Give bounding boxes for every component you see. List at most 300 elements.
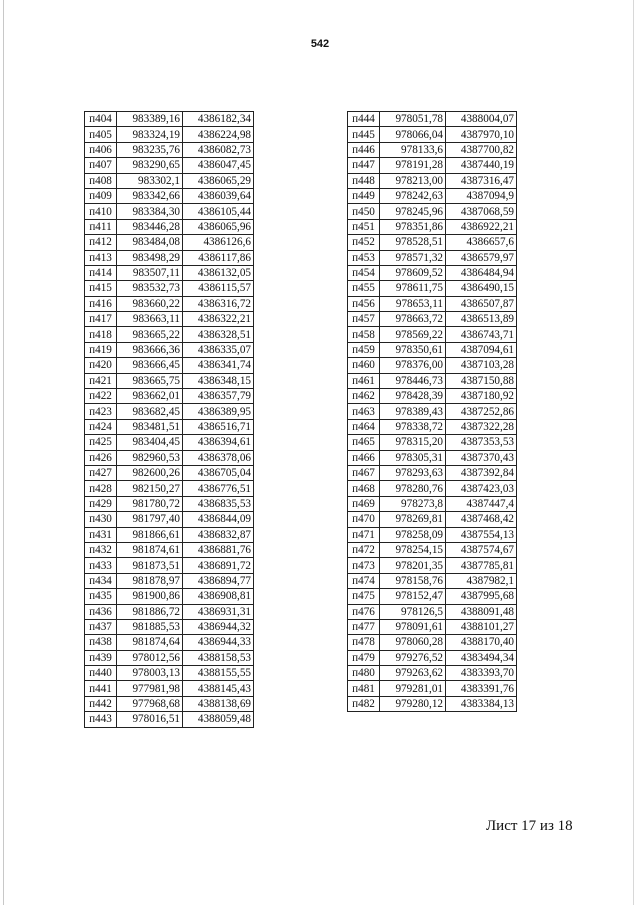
x-coordinate-cell: 978305,31 xyxy=(380,450,446,465)
y-coordinate-cell: 4388158,53 xyxy=(183,650,254,665)
table-row xyxy=(85,373,254,388)
table-row xyxy=(85,219,254,234)
y-coordinate-cell: 4388091,48 xyxy=(446,604,517,619)
point-id-cell: п474 xyxy=(348,573,380,588)
point-id-cell: п482 xyxy=(348,696,380,711)
table-row xyxy=(85,650,254,665)
table-row xyxy=(348,419,517,434)
y-coordinate-cell: 4386657,6 xyxy=(446,235,517,250)
table-row xyxy=(348,219,517,234)
x-coordinate-cell: 981866,61 xyxy=(117,527,183,542)
point-id-cell: п430 xyxy=(85,512,117,527)
coordinates-table-left xyxy=(84,111,254,728)
point-id-cell: п475 xyxy=(348,589,380,604)
x-coordinate-cell: 979263,62 xyxy=(380,666,446,681)
point-id-cell: п450 xyxy=(348,204,380,219)
page-number: 542 xyxy=(310,38,330,50)
point-id-cell: п420 xyxy=(85,358,117,373)
point-id-cell: п468 xyxy=(348,481,380,496)
y-coordinate-cell: 4386132,05 xyxy=(183,265,254,280)
table-row xyxy=(85,527,254,542)
x-coordinate-cell: 979281,01 xyxy=(380,681,446,696)
y-coordinate-cell: 4386908,81 xyxy=(183,589,254,604)
y-coordinate-cell: 4387180,92 xyxy=(446,389,517,404)
x-coordinate-cell: 978016,51 xyxy=(117,712,183,727)
table-row xyxy=(348,681,517,696)
x-coordinate-cell: 983666,45 xyxy=(117,358,183,373)
point-id-cell: п412 xyxy=(85,235,117,250)
table-row xyxy=(348,235,517,250)
point-id-cell: п459 xyxy=(348,342,380,357)
point-id-cell: п427 xyxy=(85,465,117,480)
x-coordinate-cell: 979280,12 xyxy=(380,696,446,711)
table-row xyxy=(85,604,254,619)
table-row xyxy=(85,450,254,465)
y-coordinate-cell: 4387103,28 xyxy=(446,358,517,373)
x-coordinate-cell: 978158,76 xyxy=(380,573,446,588)
point-id-cell: п422 xyxy=(85,389,117,404)
y-coordinate-cell: 4386322,21 xyxy=(183,312,254,327)
table-row xyxy=(85,465,254,480)
x-coordinate-cell: 978446,73 xyxy=(380,373,446,388)
table-row xyxy=(85,712,254,727)
y-coordinate-cell: 4387468,42 xyxy=(446,512,517,527)
point-id-cell: п410 xyxy=(85,204,117,219)
y-coordinate-cell: 4386117,86 xyxy=(183,250,254,265)
x-coordinate-cell: 983290,65 xyxy=(117,158,183,173)
table-row xyxy=(348,158,517,173)
y-coordinate-cell: 4387982,1 xyxy=(446,573,517,588)
table-row xyxy=(85,127,254,142)
x-coordinate-cell: 978126,5 xyxy=(380,604,446,619)
y-coordinate-cell: 4386082,73 xyxy=(183,142,254,157)
y-coordinate-cell: 4387970,10 xyxy=(446,127,517,142)
point-id-cell: п453 xyxy=(348,250,380,265)
x-coordinate-cell: 978609,52 xyxy=(380,265,446,280)
x-coordinate-cell: 981780,72 xyxy=(117,496,183,511)
table-row xyxy=(85,158,254,173)
point-id-cell: п465 xyxy=(348,435,380,450)
x-coordinate-cell: 983498,29 xyxy=(117,250,183,265)
x-coordinate-cell: 983662,01 xyxy=(117,389,183,404)
y-coordinate-cell: 4383494,34 xyxy=(446,650,517,665)
point-id-cell: п445 xyxy=(348,127,380,142)
y-coordinate-cell: 4388059,48 xyxy=(183,712,254,727)
x-coordinate-cell: 983666,36 xyxy=(117,342,183,357)
y-coordinate-cell: 4386328,51 xyxy=(183,327,254,342)
table-row xyxy=(348,173,517,188)
x-coordinate-cell: 979276,52 xyxy=(380,650,446,665)
x-coordinate-cell: 981874,64 xyxy=(117,635,183,650)
point-id-cell: п442 xyxy=(85,696,117,711)
point-id-cell: п423 xyxy=(85,404,117,419)
table-row xyxy=(348,112,517,127)
x-coordinate-cell: 978315,20 xyxy=(380,435,446,450)
y-coordinate-cell: 4386705,04 xyxy=(183,465,254,480)
y-coordinate-cell: 4387322,28 xyxy=(446,419,517,434)
x-coordinate-cell: 978060,28 xyxy=(380,635,446,650)
point-id-cell: п405 xyxy=(85,127,117,142)
point-id-cell: п452 xyxy=(348,235,380,250)
table-body xyxy=(85,112,254,728)
y-coordinate-cell: 4387353,53 xyxy=(446,435,517,450)
table-row xyxy=(348,358,517,373)
table-row xyxy=(85,281,254,296)
y-coordinate-cell: 4386224,98 xyxy=(183,127,254,142)
x-coordinate-cell: 983446,28 xyxy=(117,219,183,234)
point-id-cell: п418 xyxy=(85,327,117,342)
table-row xyxy=(85,389,254,404)
x-coordinate-cell: 978569,22 xyxy=(380,327,446,342)
y-coordinate-cell: 4386891,72 xyxy=(183,558,254,573)
table-row xyxy=(348,666,517,681)
x-coordinate-cell: 981878,97 xyxy=(117,573,183,588)
x-coordinate-cell: 978338,72 xyxy=(380,419,446,434)
point-id-cell: п416 xyxy=(85,296,117,311)
x-coordinate-cell: 982600,26 xyxy=(117,465,183,480)
point-id-cell: п472 xyxy=(348,542,380,557)
y-coordinate-cell: 4386516,71 xyxy=(183,419,254,434)
y-coordinate-cell: 4386316,72 xyxy=(183,296,254,311)
point-id-cell: п413 xyxy=(85,250,117,265)
point-id-cell: п448 xyxy=(348,173,380,188)
y-coordinate-cell: 4386065,29 xyxy=(183,173,254,188)
table-row xyxy=(85,573,254,588)
table-row xyxy=(348,296,517,311)
table-row xyxy=(85,696,254,711)
y-coordinate-cell: 4388138,69 xyxy=(183,696,254,711)
table-row xyxy=(85,681,254,696)
point-id-cell: п444 xyxy=(348,112,380,127)
y-coordinate-cell: 4386126,6 xyxy=(183,235,254,250)
point-id-cell: п476 xyxy=(348,604,380,619)
x-coordinate-cell: 978201,35 xyxy=(380,558,446,573)
table-row xyxy=(85,619,254,634)
table-row xyxy=(348,281,517,296)
y-coordinate-cell: 4386490,15 xyxy=(446,281,517,296)
y-coordinate-cell: 4387447,4 xyxy=(446,496,517,511)
point-id-cell: п451 xyxy=(348,219,380,234)
y-coordinate-cell: 4383384,13 xyxy=(446,696,517,711)
point-id-cell: п446 xyxy=(348,142,380,157)
y-coordinate-cell: 4387370,43 xyxy=(446,450,517,465)
table-row xyxy=(85,666,254,681)
point-id-cell: п455 xyxy=(348,281,380,296)
y-coordinate-cell: 4386507,87 xyxy=(446,296,517,311)
x-coordinate-cell: 981873,51 xyxy=(117,558,183,573)
x-coordinate-cell: 978611,75 xyxy=(380,281,446,296)
point-id-cell: п456 xyxy=(348,296,380,311)
x-coordinate-cell: 983665,75 xyxy=(117,373,183,388)
x-coordinate-cell: 978280,76 xyxy=(380,481,446,496)
x-coordinate-cell: 983532,73 xyxy=(117,281,183,296)
x-coordinate-cell: 981886,72 xyxy=(117,604,183,619)
point-id-cell: п439 xyxy=(85,650,117,665)
x-coordinate-cell: 983484,08 xyxy=(117,235,183,250)
point-id-cell: п419 xyxy=(85,342,117,357)
x-coordinate-cell: 983481,51 xyxy=(117,419,183,434)
y-coordinate-cell: 4383391,76 xyxy=(446,681,517,696)
table-row xyxy=(85,481,254,496)
table-row xyxy=(85,558,254,573)
x-coordinate-cell: 981797,40 xyxy=(117,512,183,527)
table-row xyxy=(348,342,517,357)
x-coordinate-cell: 978350,61 xyxy=(380,342,446,357)
table-row xyxy=(348,604,517,619)
x-coordinate-cell: 977981,98 xyxy=(117,681,183,696)
table-row xyxy=(85,265,254,280)
point-id-cell: п428 xyxy=(85,481,117,496)
y-coordinate-cell: 4386931,31 xyxy=(183,604,254,619)
x-coordinate-cell: 983404,45 xyxy=(117,435,183,450)
y-coordinate-cell: 4386484,94 xyxy=(446,265,517,280)
point-id-cell: п466 xyxy=(348,450,380,465)
x-coordinate-cell: 978351,86 xyxy=(380,219,446,234)
y-coordinate-cell: 4386182,34 xyxy=(183,112,254,127)
y-coordinate-cell: 4387316,47 xyxy=(446,173,517,188)
scan-edge-right xyxy=(633,0,634,905)
table-row xyxy=(348,465,517,480)
point-id-cell: п480 xyxy=(348,666,380,681)
point-id-cell: п462 xyxy=(348,389,380,404)
table-row xyxy=(348,542,517,557)
y-coordinate-cell: 4386944,33 xyxy=(183,635,254,650)
y-coordinate-cell: 4386105,44 xyxy=(183,204,254,219)
x-coordinate-cell: 983324,19 xyxy=(117,127,183,142)
y-coordinate-cell: 4386378,06 xyxy=(183,450,254,465)
point-id-cell: п406 xyxy=(85,142,117,157)
point-id-cell: п478 xyxy=(348,635,380,650)
table-row xyxy=(348,527,517,542)
y-coordinate-cell: 4387554,13 xyxy=(446,527,517,542)
x-coordinate-cell: 978051,78 xyxy=(380,112,446,127)
table-row xyxy=(348,312,517,327)
y-coordinate-cell: 4387252,86 xyxy=(446,404,517,419)
point-id-cell: п409 xyxy=(85,188,117,203)
table-row xyxy=(348,127,517,142)
y-coordinate-cell: 4386115,57 xyxy=(183,281,254,296)
y-coordinate-cell: 4386394,61 xyxy=(183,435,254,450)
x-coordinate-cell: 983384,30 xyxy=(117,204,183,219)
table-row xyxy=(348,250,517,265)
point-id-cell: п469 xyxy=(348,496,380,511)
y-coordinate-cell: 4386922,21 xyxy=(446,219,517,234)
point-id-cell: п435 xyxy=(85,589,117,604)
x-coordinate-cell: 978428,39 xyxy=(380,389,446,404)
y-coordinate-cell: 4387995,68 xyxy=(446,589,517,604)
table-row xyxy=(348,619,517,634)
table-row xyxy=(85,327,254,342)
y-coordinate-cell: 4386944,32 xyxy=(183,619,254,634)
point-id-cell: п477 xyxy=(348,619,380,634)
point-id-cell: п431 xyxy=(85,527,117,542)
point-id-cell: п415 xyxy=(85,281,117,296)
point-id-cell: п436 xyxy=(85,604,117,619)
x-coordinate-cell: 983235,76 xyxy=(117,142,183,157)
point-id-cell: п447 xyxy=(348,158,380,173)
table-row xyxy=(348,589,517,604)
point-id-cell: п404 xyxy=(85,112,117,127)
y-coordinate-cell: 4387068,59 xyxy=(446,204,517,219)
x-coordinate-cell: 978066,04 xyxy=(380,127,446,142)
y-coordinate-cell: 4386844,09 xyxy=(183,512,254,527)
point-id-cell: п463 xyxy=(348,404,380,419)
table-row xyxy=(85,342,254,357)
table-row xyxy=(85,188,254,203)
y-coordinate-cell: 4387700,82 xyxy=(446,142,517,157)
table-row xyxy=(85,635,254,650)
y-coordinate-cell: 4387094,61 xyxy=(446,342,517,357)
x-coordinate-cell: 983389,16 xyxy=(117,112,183,127)
table-row xyxy=(348,450,517,465)
y-coordinate-cell: 4387423,03 xyxy=(446,481,517,496)
x-coordinate-cell: 978242,63 xyxy=(380,188,446,203)
table-row xyxy=(85,312,254,327)
y-coordinate-cell: 4387574,67 xyxy=(446,542,517,557)
point-id-cell: п443 xyxy=(85,712,117,727)
x-coordinate-cell: 977968,68 xyxy=(117,696,183,711)
point-id-cell: п426 xyxy=(85,450,117,465)
y-coordinate-cell: 4387392,84 xyxy=(446,465,517,480)
table-row xyxy=(85,419,254,434)
x-coordinate-cell: 978389,43 xyxy=(380,404,446,419)
y-coordinate-cell: 4383393,70 xyxy=(446,666,517,681)
y-coordinate-cell: 4386348,15 xyxy=(183,373,254,388)
y-coordinate-cell: 4388004,07 xyxy=(446,112,517,127)
x-coordinate-cell: 978254,15 xyxy=(380,542,446,557)
x-coordinate-cell: 983682,45 xyxy=(117,404,183,419)
point-id-cell: п425 xyxy=(85,435,117,450)
point-id-cell: п461 xyxy=(348,373,380,388)
y-coordinate-cell: 4386513,89 xyxy=(446,312,517,327)
y-coordinate-cell: 4386389,95 xyxy=(183,404,254,419)
table-row xyxy=(85,512,254,527)
table-row xyxy=(348,327,517,342)
x-coordinate-cell: 983507,11 xyxy=(117,265,183,280)
y-coordinate-cell: 4386047,45 xyxy=(183,158,254,173)
y-coordinate-cell: 4386835,53 xyxy=(183,496,254,511)
table-row xyxy=(85,542,254,557)
point-id-cell: п464 xyxy=(348,419,380,434)
point-id-cell: п460 xyxy=(348,358,380,373)
x-coordinate-cell: 978152,47 xyxy=(380,589,446,604)
table-row xyxy=(85,112,254,127)
table-row xyxy=(348,650,517,665)
point-id-cell: п437 xyxy=(85,619,117,634)
point-id-cell: п438 xyxy=(85,635,117,650)
y-coordinate-cell: 4386357,79 xyxy=(183,389,254,404)
table-body xyxy=(348,112,517,712)
x-coordinate-cell: 978528,51 xyxy=(380,235,446,250)
table-row xyxy=(85,296,254,311)
x-coordinate-cell: 983665,22 xyxy=(117,327,183,342)
y-coordinate-cell: 4388145,43 xyxy=(183,681,254,696)
x-coordinate-cell: 978269,81 xyxy=(380,512,446,527)
y-coordinate-cell: 4388155,55 xyxy=(183,666,254,681)
point-id-cell: п407 xyxy=(85,158,117,173)
x-coordinate-cell: 981885,53 xyxy=(117,619,183,634)
table-row xyxy=(348,696,517,711)
y-coordinate-cell: 4386881,76 xyxy=(183,542,254,557)
point-id-cell: п424 xyxy=(85,419,117,434)
point-id-cell: п441 xyxy=(85,681,117,696)
table-row xyxy=(348,188,517,203)
x-coordinate-cell: 978213,00 xyxy=(380,173,446,188)
point-id-cell: п440 xyxy=(85,666,117,681)
table-row xyxy=(85,358,254,373)
x-coordinate-cell: 978091,61 xyxy=(380,619,446,634)
point-id-cell: п454 xyxy=(348,265,380,280)
point-id-cell: п449 xyxy=(348,188,380,203)
point-id-cell: п421 xyxy=(85,373,117,388)
table-row xyxy=(348,142,517,157)
table-row xyxy=(85,173,254,188)
x-coordinate-cell: 978571,32 xyxy=(380,250,446,265)
x-coordinate-cell: 981874,61 xyxy=(117,542,183,557)
y-coordinate-cell: 4386335,07 xyxy=(183,342,254,357)
table-row xyxy=(85,589,254,604)
point-id-cell: п414 xyxy=(85,265,117,280)
x-coordinate-cell: 978293,63 xyxy=(380,465,446,480)
x-coordinate-cell: 983660,22 xyxy=(117,296,183,311)
table-row xyxy=(348,558,517,573)
table-row xyxy=(348,265,517,280)
y-coordinate-cell: 4388170,40 xyxy=(446,635,517,650)
sheet-counter: Лист 17 из 18 xyxy=(486,818,573,834)
table-row xyxy=(348,404,517,419)
table-row xyxy=(85,235,254,250)
table-row xyxy=(85,142,254,157)
x-coordinate-cell: 982150,27 xyxy=(117,481,183,496)
table-row xyxy=(348,373,517,388)
point-id-cell: п408 xyxy=(85,173,117,188)
table-row xyxy=(85,404,254,419)
y-coordinate-cell: 4387440,19 xyxy=(446,158,517,173)
table-row xyxy=(348,573,517,588)
point-id-cell: п433 xyxy=(85,558,117,573)
y-coordinate-cell: 4387094,9 xyxy=(446,188,517,203)
x-coordinate-cell: 978003,13 xyxy=(117,666,183,681)
x-coordinate-cell: 981900,86 xyxy=(117,589,183,604)
point-id-cell: п432 xyxy=(85,542,117,557)
x-coordinate-cell: 978663,72 xyxy=(380,312,446,327)
y-coordinate-cell: 4386894,77 xyxy=(183,573,254,588)
point-id-cell: п473 xyxy=(348,558,380,573)
table-row xyxy=(348,389,517,404)
table-row xyxy=(348,435,517,450)
table-row xyxy=(85,435,254,450)
x-coordinate-cell: 983663,11 xyxy=(117,312,183,327)
point-id-cell: п429 xyxy=(85,496,117,511)
y-coordinate-cell: 4386579,97 xyxy=(446,250,517,265)
point-id-cell: п457 xyxy=(348,312,380,327)
x-coordinate-cell: 978245,96 xyxy=(380,204,446,219)
table-row xyxy=(348,512,517,527)
point-id-cell: п467 xyxy=(348,465,380,480)
point-id-cell: п481 xyxy=(348,681,380,696)
scan-edge-left xyxy=(3,0,4,905)
x-coordinate-cell: 978191,28 xyxy=(380,158,446,173)
y-coordinate-cell: 4386039,64 xyxy=(183,188,254,203)
point-id-cell: п411 xyxy=(85,219,117,234)
table-row xyxy=(348,481,517,496)
y-coordinate-cell: 4386832,87 xyxy=(183,527,254,542)
x-coordinate-cell: 978376,00 xyxy=(380,358,446,373)
point-id-cell: п479 xyxy=(348,650,380,665)
point-id-cell: п470 xyxy=(348,512,380,527)
y-coordinate-cell: 4386743,71 xyxy=(446,327,517,342)
x-coordinate-cell: 978012,56 xyxy=(117,650,183,665)
